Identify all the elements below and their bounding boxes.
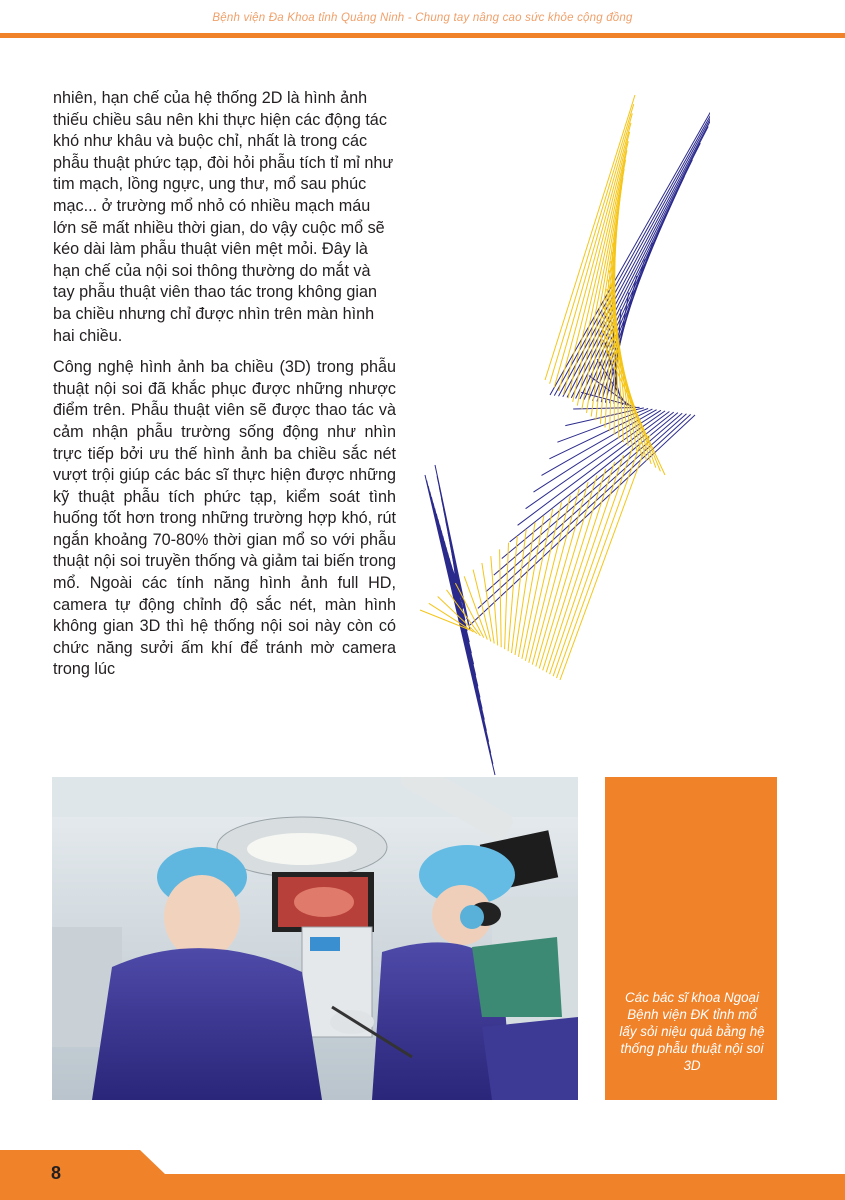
- string-art-line: [593, 226, 661, 401]
- string-art-line: [491, 556, 498, 645]
- surgery-photo: [52, 777, 578, 1100]
- string-art-line: [494, 413, 682, 575]
- string-art-decoration: [410, 55, 710, 785]
- photo-caption: Các bác sĩ khoa Ngoại Bệnh viện ĐK tỉnh mổ lấy sỏi niệu quả bằng hệ thống phẫu thuật nội soi 3D: [619, 990, 765, 1073]
- string-art-line: [559, 93, 711, 396]
- string-art-line: [510, 412, 674, 542]
- article-paragraph-2: Công nghệ hình ảnh ba chiều (3D) trong phẫu thuật nội soi đã khắc phục được những nhược điểm trên. Phẫu thuật viên sẽ được thao tác và cảm nhận phẫu trường sống động như nhìn trực tiếp bởi ưu thế hình ảnh ba chiều sắc nét vượt trội giúp các bác sĩ thực hiện được những kỹ thuật phẫu tích phức tạp, kiểm soát tình huống tốt hơn trong những trường hợp khó, rút ngắn khoảng 70-80% thời gian mổ so với phẫu thuật nội soi truyền thống và giảm tai biến trong mổ. Ngoài các tính năng hình ảnh full HD, camera tự động chỉnh độ sắc nét, màn hình không gian 3D thì hệ thống nội soi này còn có chức năng sưởi ấm khí để tránh mờ camera trong lúc: [53, 358, 396, 679]
- page-number: 8: [51, 1163, 62, 1183]
- string-art-line: [508, 536, 517, 651]
- article-paragraph-1: nhiên, hạn chế của hệ thống 2D là hình ảnh thiếu chiều sâu nên khi thực hiện các động tác khó như khâu và buộc chỉ, nhất là trong các phẫu thuật phức tạp, đòi hỏi phẫu tích tỉ mỉ như tim mạch, lồng ngực, ung thư, mổ sau phúc mạc... ở trường mổ nhỏ có nhiều mạch máu lớn sẽ mất nhiều thời gian, do vậy cuộc mổ sẽ kéo dài làm phẫu thuật viên mệt mỏi. Đây là hạn chế của nội soi thông thường do mắt và tay phẫu thuật viên thao tác trong không gian ba chiều nhưng chỉ được nhìn trên màn hình hai chiều.: [53, 89, 394, 345]
- string-art-line: [478, 414, 691, 608]
- string-art-line: [470, 415, 695, 625]
- string-art-blue-lines: [425, 60, 710, 775]
- string-art-line: [567, 127, 708, 398]
- string-art-line: [550, 104, 634, 384]
- running-header: Bệnh viện Đa Khoa tỉnh Quảng Ninh - Chung tay nâng cao sức khỏe cộng đồng: [212, 12, 633, 24]
- string-art-line: [505, 543, 509, 650]
- caption-box: [605, 777, 777, 1100]
- string-art-line: [529, 496, 571, 663]
- footer-bar: [0, 1174, 845, 1200]
- string-art-line: [525, 502, 561, 661]
- string-art-line: [600, 335, 665, 475]
- header-rule: [0, 33, 845, 38]
- string-art-line: [425, 475, 495, 775]
- string-art-line: [500, 549, 502, 647]
- string-art-line: [512, 529, 527, 653]
- string-art-line: [557, 442, 642, 678]
- article-body: [53, 88, 396, 681]
- string-art-line: [554, 77, 710, 396]
